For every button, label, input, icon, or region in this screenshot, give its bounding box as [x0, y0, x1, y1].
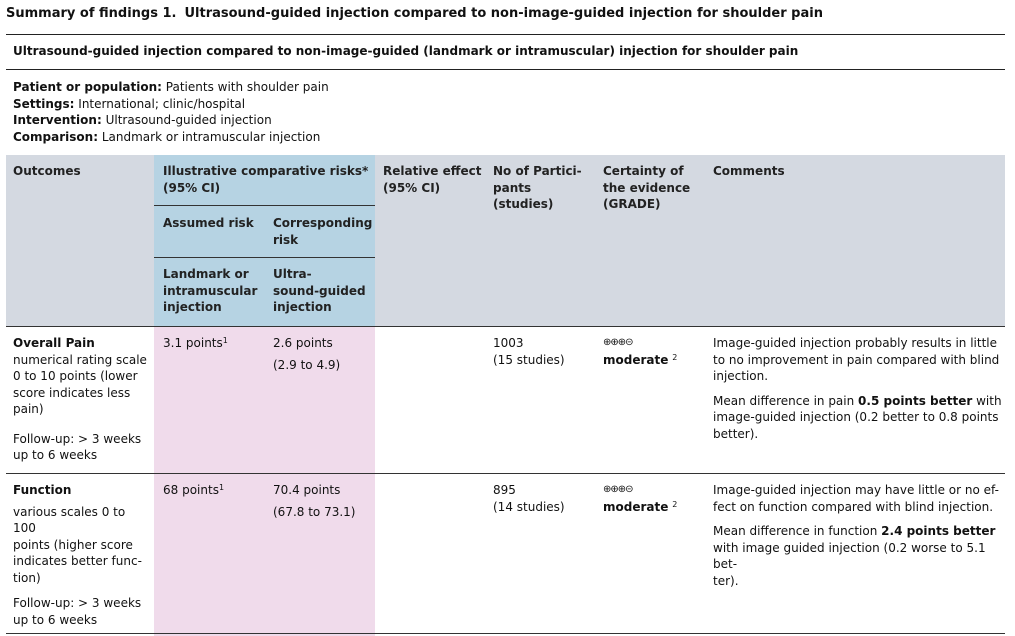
row-pain-assumed: 3.1 points$^1$	[163, 336, 228, 350]
pico-intervention: Intervention: Ultrasound-guided injection	[13, 113, 272, 127]
header-corresponding-risk: Corresponding risk	[273, 216, 373, 247]
title-text: Ultrasound-guided injection compared to non-image-guided injection for shoulder pain	[184, 6, 823, 21]
header-outcomes: Outcomes	[13, 164, 81, 178]
header-assumed-comparator: Landmark or intramuscular injection	[163, 267, 258, 314]
pico-comparison: Comparison: Landmark or intramuscular injection	[13, 129, 321, 144]
header-relative-effect: Relative effect (95% CI)	[383, 164, 482, 195]
grade-symbols-icon: ⊕⊕⊕⊝	[603, 337, 633, 348]
table-subtitle: Ultrasound-guided injection compared to non-image-guided (landmark or intramuscular) injection for shoulder pain	[13, 44, 799, 58]
pico-population: Patient or population: Patients with shoulder pain	[13, 80, 329, 94]
row-function-outcome: Function various scales 0 to 100 points (higher score indicates better func- tion) Follow-up: > 3 weeks up to 6 weeks	[13, 482, 151, 628]
title-label: Summary of findings 1.	[6, 6, 177, 21]
outcome-title: Overall Pain	[13, 336, 95, 350]
header-bg-outcomes	[6, 155, 154, 326]
outcome-title: Function	[13, 483, 72, 497]
header-comments: Comments	[713, 164, 785, 178]
header-rule-subrisks	[154, 257, 375, 258]
row-function-corresponding: 70.4 points (67.8 to 73.1)	[273, 483, 356, 519]
row-pain-corresponding: 2.6 points (2.9 to 4.9)	[273, 336, 341, 372]
title-rule	[6, 34, 1005, 35]
row-pain-outcome: Overall Pain numerical rating scale 0 to 10 points (lower score indicates less pain) Follow-up: > 3 weeks up to 6 weeks	[13, 335, 151, 464]
row-function-comments: Image-guided injection may have little or no ef- fect on function compared with blind injection. Mean difference in function 2.4 points better with image guided injection (0.2 worse to 5.1 bet- ter).	[713, 483, 999, 588]
pico-settings: Settings: International; clinic/hospital	[13, 96, 246, 111]
row-pain-participants: 1003 (15 studies)	[493, 336, 565, 367]
grade-symbols-icon: ⊕⊕⊕⊝	[603, 484, 633, 495]
row-pain-certainty: ⊕⊕⊕⊝ moderate $^2$	[603, 337, 678, 367]
row-function-certainty: ⊕⊕⊕⊝ moderate $^2$	[603, 484, 678, 514]
row-divider	[6, 473, 1005, 474]
document-title	[6, 6, 823, 21]
row-function-participants: 895 (14 studies)	[493, 483, 565, 514]
row-function-assumed: 68 points$^1$	[163, 483, 225, 497]
header-corresponding-intervention: Ultra- sound-guided injection	[273, 267, 366, 314]
header-illustrative-risks: Illustrative comparative risks* (95% CI)	[163, 164, 369, 195]
header-bottom-rule	[6, 326, 1005, 327]
header-participants: No of Partici- pants (studies)	[493, 164, 582, 211]
header-certainty: Certainty of the evidence (GRADE)	[603, 164, 691, 211]
subtitle-rule	[6, 69, 1005, 70]
pico-block	[13, 79, 329, 145]
header-rule-risks	[154, 205, 375, 206]
row-pain-comments: Image-guided injection probably results in little to no improvement in pain compared with blind injection. Mean difference in pain 0.5 points better with image-guided injection (0.2 better to 0.8 points better).	[713, 336, 1002, 441]
header-assumed-risk: Assumed risk	[163, 216, 254, 230]
table-bottom-rule	[6, 633, 1005, 634]
